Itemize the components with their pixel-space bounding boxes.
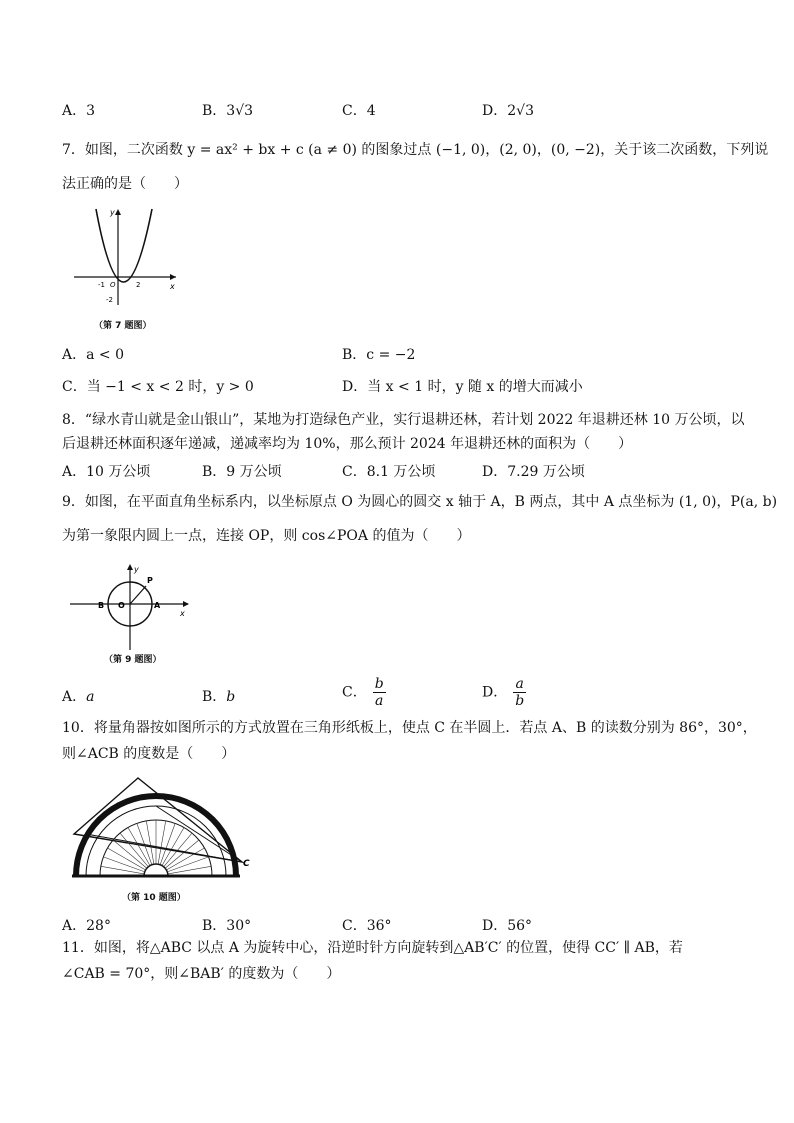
q7-stem-line1: 7．如图，二次函数 y = ax² + bx + c (a ≠ 0) 的图象过点 (−1, 0)，(2, 0)，(0, −2)，关于该二次函数，下列说 xyxy=(62,142,769,158)
q9-stem-line1: 9．如图，在平面直角坐标系内，以坐标原点 O 为圆心的圆交 x 轴于 A，B 两点，其中 A 点坐标为 (1, 0)，P(a, b) xyxy=(62,494,778,510)
q10-stem-line1: 10．将量角器按如图所示的方式放置在三角形纸板上，使点 C 在半圆上．若点 A、B 的读数分别为 86°，30°， xyxy=(62,720,757,736)
q9-label-o: O xyxy=(118,601,125,610)
q8-option-d: D．7.29 万公顷 xyxy=(482,464,585,480)
q6-option-d: D．2√3 xyxy=(482,103,534,119)
q8-option-a: A．10 万公顷 xyxy=(62,464,151,480)
q9-option-c-fraction: $\frac{b}{a}$ xyxy=(374,676,384,709)
q7-option-d: D．当 x < 1 时，y 随 x 的增大而减小 xyxy=(342,379,583,395)
q8-option-b: B．9 万公顷 xyxy=(202,464,282,480)
q9-label-p: P xyxy=(147,576,153,585)
q6-option-a: A．3 xyxy=(62,103,96,119)
q8-stem-line1: 8．“绿水青山就是金山银山”，某地为打造绿色产业，实行退耕还林，若计划 2022 年退耕还林 10 万公顷，以 xyxy=(62,412,745,428)
q10-label-c: C xyxy=(243,859,250,869)
q7-label-origin: O xyxy=(110,281,116,289)
q10-option-c: C．36° xyxy=(342,918,392,934)
q11-stem-line2: ∠CAB = 70°，则∠BAB′ 的度数为（ ） xyxy=(62,966,341,982)
q10-protractor-figure xyxy=(66,776,256,888)
q9-circle-figure xyxy=(68,562,192,652)
q9-option-a: A．a xyxy=(62,689,95,705)
q9-figure-caption: （第 9 题图） xyxy=(104,655,162,665)
q7-label-2: 2 xyxy=(136,281,141,289)
q10-option-d: D．56° xyxy=(482,918,533,934)
q7-x-arrow xyxy=(170,274,176,280)
q10-protractor-ray xyxy=(167,857,208,872)
q9-x-arrow xyxy=(183,601,189,607)
q9-label-b: B xyxy=(98,601,105,610)
q7-label-minus2: -2 xyxy=(106,296,113,304)
q7-option-a: A．a < 0 xyxy=(62,347,125,363)
q10-figure-caption: （第 10 题图） xyxy=(122,893,186,903)
q10-protractor-ray xyxy=(158,821,166,864)
q7-label-x: x xyxy=(170,282,175,291)
q7-label-minus1: -1 xyxy=(98,281,105,289)
q10-stem-line2: 则∠ACB 的度数是（ ） xyxy=(62,746,236,762)
q6-option-c: C．4 xyxy=(342,103,376,119)
q9-option-c: C． $\frac{b}{a}$ xyxy=(342,676,384,709)
q9-option-b: B．b xyxy=(202,689,236,705)
q7-stem-line2: 法正确的是（ ） xyxy=(62,176,188,192)
q9-label-y: y xyxy=(134,565,139,574)
q7-parabola-figure xyxy=(70,205,182,310)
q7-parabola xyxy=(96,209,152,282)
q9-label-a: A xyxy=(154,601,161,610)
q9-option-d-fraction: $\frac{a}{b}$ xyxy=(515,676,525,709)
q10-line-ac xyxy=(86,834,242,862)
q9-y-arrow xyxy=(127,564,133,570)
q9-label-x: x xyxy=(180,609,185,618)
q10-protractor-ray xyxy=(101,866,144,874)
q7-y-arrow xyxy=(115,209,121,215)
q7-figure-caption: （第 7 题图） xyxy=(94,321,152,331)
q7-label-y: y xyxy=(110,208,115,217)
q7-option-c: C．当 −1 < x < 2 时，y > 0 xyxy=(62,379,254,395)
q7-option-b: B．c = −2 xyxy=(342,347,416,363)
q10-protractor-ray xyxy=(103,857,144,872)
q10-protractor-ray xyxy=(146,821,154,864)
q10-protractor-ray xyxy=(168,866,211,874)
q11-stem-line1: 11．如图，将△ABC 以点 A 为旋转中心，沿逆时针方向旋转到△AB′C′ 的位置，使得 CC′ ∥ AB，若 xyxy=(62,940,683,956)
q6-option-b: B．3√3 xyxy=(202,103,254,119)
q8-option-c: C．8.1 万公顷 xyxy=(342,464,436,480)
q9-stem-line2: 为第一象限内圆上一点，连接 OP，则 cos∠POA 的值为（ ） xyxy=(62,528,471,544)
q10-option-a: A．28° xyxy=(62,918,111,934)
q9-segment-op xyxy=(130,586,146,604)
q8-stem-line2: 后退耕还林面积逐年递减，递减率均为 10%，那么预计 2024 年退耕还林的面积为（ ） xyxy=(62,436,633,452)
q9-option-d: D． $\frac{a}{b}$ xyxy=(482,676,525,709)
q10-option-b: B．30° xyxy=(202,918,252,934)
q10-protractor-ray xyxy=(160,823,175,864)
